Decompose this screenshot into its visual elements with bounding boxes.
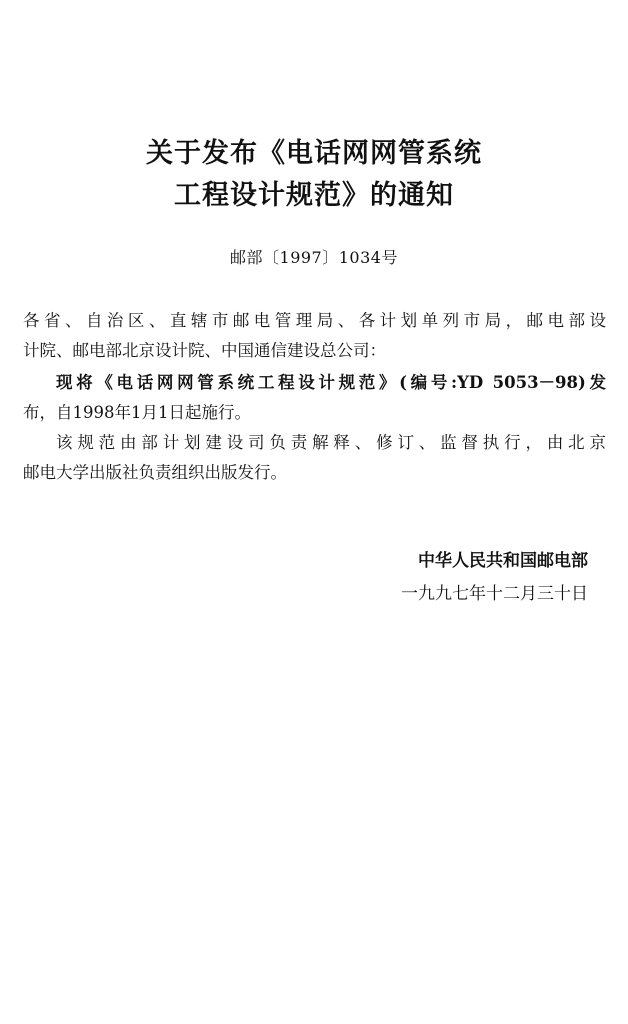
addressee-line-2: 计院、邮电部北京设计院、中国通信建设总公司：: [23, 341, 386, 360]
paragraph-2-line-2: 邮电大学出版社负责组织出版发行。: [23, 463, 287, 482]
title-line-2: 工程设计规范》的通知: [174, 180, 454, 211]
title-line-1: 关于发布《电话网网管系统: [146, 138, 482, 169]
issue-date: 一九九七年十二月三十日: [401, 584, 588, 604]
paragraph-2-line-1: 该规范由部计划建设司负责解释、修订、监督执行，由北京: [56, 433, 606, 452]
paragraph-1-line-1: 现将《电话网网管系统工程设计规范》(编号:YD 5053－98)发: [56, 373, 606, 392]
paragraph-1-line-2: 布，自1998年1月1日起施行。: [23, 403, 251, 422]
addressee-line-1: 各省、自治区、直辖市邮电管理局、各计划单列市局，邮电部设: [23, 311, 606, 330]
issuing-authority: 中华人民共和国邮电部: [418, 551, 588, 571]
document-number: 邮部〔1997〕1034号: [230, 248, 398, 267]
